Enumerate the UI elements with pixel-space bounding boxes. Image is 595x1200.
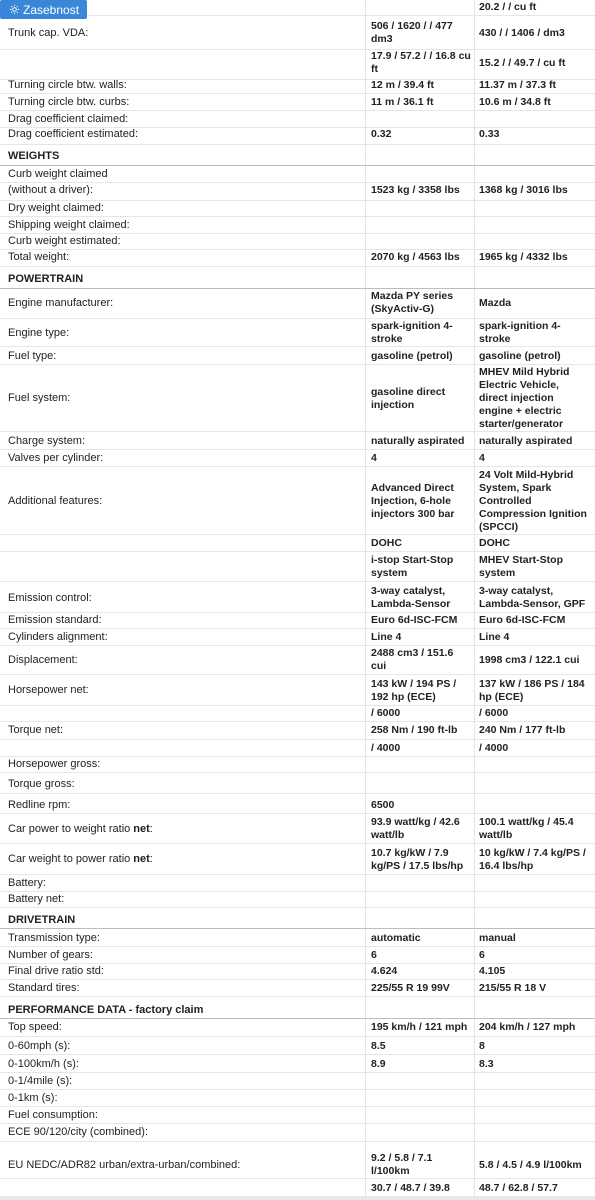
spec-row: [0, 366, 595, 432]
spec-label: Shipping weight claimed:: [8, 218, 130, 231]
spec-label: Valves per cylinder:: [8, 451, 104, 464]
spec-value-car-2: / 6000: [479, 707, 509, 719]
spec-row: [0, 930, 595, 947]
spec-value-car-2: [479, 1124, 589, 1141]
spec-value-car-1: spark-ignition 4-stroke: [371, 320, 453, 345]
spec-value-car-2: [479, 776, 589, 793]
spec-value-car-2: DOHC: [479, 537, 510, 549]
spec-row: [0, 348, 595, 365]
spec-label: Transmission type:: [8, 931, 100, 944]
spec-value-car-1: 30.7 / 48.7 / 39.8: [371, 1181, 450, 1194]
spec-label: Engine manufacturer:: [8, 296, 114, 309]
spec-label: Fuel system:: [8, 392, 71, 404]
spec-label-bold: net: [133, 853, 150, 865]
spec-row: [0, 776, 595, 794]
spec-row: [0, 1090, 595, 1107]
spec-label: [8, 706, 363, 721]
spec-row: [0, 584, 595, 613]
spec-value-car-2: MHEV Start-Stop system: [479, 553, 563, 579]
spec-value-car-1: 4: [371, 451, 377, 464]
section-title: PERFORMANCE DATA - factory claim: [8, 1003, 204, 1016]
spec-value-car-1: i-stop Start-Stop system: [371, 553, 454, 579]
spec-row: [0, 450, 595, 467]
spec-label: Trunk cap. VDA:: [8, 26, 89, 39]
spec-value-car-1: [371, 776, 471, 793]
spec-value-car-1: 0.32: [371, 128, 392, 140]
spec-row: [0, 1073, 595, 1090]
section-header-row: [0, 1002, 595, 1019]
spec-value-car-2: 3-way catalyst, Lambda-Sensor, GPF: [479, 585, 586, 610]
spec-label: [8, 740, 363, 756]
spec-value-car-2: 240 Nm / 177 ft-lb: [479, 724, 566, 736]
spec-label: 0-1/4mile (s):: [8, 1074, 73, 1087]
spec-label: Dry weight claimed:: [8, 201, 104, 214]
spec-value-car-1: [371, 1124, 471, 1141]
spec-label: EU NEDC/ADR82 urban/extra-urban/combined:: [8, 1158, 241, 1171]
spec-label: Charge system:: [8, 434, 86, 447]
spec-row: [0, 797, 595, 814]
spec-label: Total weight:: [8, 251, 70, 263]
spec-value-car-1: [371, 756, 471, 772]
spec-value-car-1: [371, 0, 471, 15]
spec-row: [0, 980, 595, 997]
spec-label: Drag coefficient estimated:: [8, 128, 139, 140]
spec-value-car-2: 100.1 watt/kg / 45.4 watt/lb: [479, 816, 574, 841]
spec-value-car-1: 8.9: [371, 1057, 386, 1070]
spec-value-car-2: 204 km/h / 127 mph: [479, 1020, 576, 1033]
spec-label: Engine type:: [8, 326, 70, 339]
spec-value-car-2: [479, 891, 589, 907]
spec-row: [0, 217, 595, 234]
spec-value-car-2: [479, 912, 589, 928]
spec-value-car-2: 1998 cm3 / 122.1 cui: [479, 653, 580, 666]
spec-value-car-2: 8: [479, 1039, 485, 1052]
spec-value-car-1: / 6000: [371, 707, 401, 719]
spec-value-car-2: 48.7 / 62.8 / 57.7: [479, 1181, 558, 1194]
spec-row: [0, 288, 595, 319]
spec-value-car-1: [371, 912, 471, 928]
spec-value-car-1: 12 m / 39.4 ft: [371, 78, 435, 91]
spec-value-car-1: [371, 271, 471, 288]
spec-label: Displacement:: [8, 653, 78, 666]
privacy-button-label: Zasebnost: [23, 2, 80, 17]
spec-value-car-1: [371, 1002, 471, 1018]
spec-value-car-1: 17.9 / 57.2 / / 16.8 cu ft: [371, 50, 471, 75]
spec-value-car-1: [371, 166, 471, 182]
spec-row: [0, 552, 595, 582]
spec-value-car-1: 6: [371, 948, 377, 961]
spec-value-car-2: 20.2 / / cu ft: [479, 1, 537, 13]
spec-value-car-2: Euro 6d-ISC-FCM: [479, 613, 566, 626]
spec-row: [0, 891, 595, 908]
spec-value-car-2: 15.2 / / 49.7 / cu ft: [479, 56, 566, 69]
spec-value-car-2: 215/55 R 18 V: [479, 981, 547, 994]
spec-row: [0, 77, 595, 94]
spec-value-car-1: 3-way catalyst, Lambda-Sensor: [371, 585, 451, 610]
section-title: POWERTRAIN: [8, 273, 84, 285]
spec-row: [0, 536, 595, 552]
spec-row: [0, 706, 595, 722]
spec-value-car-1: [371, 1107, 471, 1123]
section-title: DRIVETRAIN: [8, 913, 76, 926]
spec-value-car-2: [479, 1107, 589, 1123]
spec-value-car-2: 10 kg/kW / 7.4 kg/PS / 16.4 lbs/hp: [479, 846, 586, 872]
spec-label: Final drive ratio std:: [8, 964, 104, 977]
spec-row: [0, 1124, 595, 1142]
spec-row: [0, 845, 595, 875]
spec-value-car-1: / 4000: [371, 741, 401, 754]
spec-value-car-1: [371, 233, 471, 249]
spec-value-car-1: 10.7 kg/kW / 7.9 kg/PS / 17.5 lbs/hp: [371, 846, 464, 872]
spec-value-car-1: [371, 1090, 471, 1106]
spec-row: [0, 320, 595, 347]
spec-row: [0, 17, 595, 50]
section-title: WEIGHTS: [8, 150, 60, 162]
spec-value-car-1: gasoline (petrol): [371, 349, 453, 362]
spec-value-car-2: 4: [479, 451, 485, 464]
spec-row: [0, 249, 595, 267]
spec-value-car-1: [371, 217, 471, 233]
spec-row: [0, 646, 595, 675]
spec-row: [0, 125, 595, 145]
spec-value-car-1: Mazda PY series (SkyActiv-G): [371, 290, 454, 315]
spec-row: [0, 963, 595, 980]
spec-value-car-1: Line 4: [371, 630, 402, 643]
spec-label: Top speed:: [8, 1020, 62, 1033]
spec-value-car-1: [371, 875, 471, 891]
spec-value-car-2: 5.8 / 4.5 / 4.9 l/100km: [479, 1158, 582, 1171]
spec-label: [8, 845, 363, 874]
spec-value-car-2: [479, 756, 589, 772]
spec-value-car-2: [479, 271, 589, 288]
spec-value-car-1: 1523 kg / 3358 lbs: [371, 184, 460, 196]
spec-row: [0, 94, 595, 111]
section-header-row: [0, 912, 595, 929]
spec-value-car-2: [479, 797, 589, 813]
spec-label-text: Car weight to power ratio: [8, 853, 131, 865]
spec-label: Turning circle btw. walls:: [8, 78, 127, 91]
spec-value-car-2: 24 Volt Mild-Hybrid System, Spark Controlled Compression Ignition (SPCCI): [479, 468, 587, 533]
spec-value-car-2: 4.105: [479, 964, 506, 977]
spec-value-car-1: 258 Nm / 190 ft-lb: [371, 724, 458, 736]
spec-label: Horsepower gross:: [8, 757, 101, 770]
spec-value-car-2: [479, 1002, 589, 1018]
privacy-button[interactable]: [0, 0, 87, 19]
bottom-scroll-edge: [0, 1196, 595, 1200]
spec-label: Horsepower net:: [8, 684, 89, 696]
spec-value-car-1: [371, 200, 471, 216]
spec-row: [0, 1180, 595, 1197]
spec-row: [0, 676, 595, 706]
spec-value-car-1: 2488 cm3 / 151.6 cui: [371, 647, 454, 672]
spec-value-car-1: 506 / 1620 / / 477 dm3: [371, 20, 453, 45]
spec-label: Number of gears:: [8, 948, 93, 961]
spec-label: [8, 815, 363, 843]
spec-value-car-1: DOHC: [371, 537, 402, 549]
spec-value-car-1: [371, 1073, 471, 1089]
spec-label: Torque gross:: [8, 778, 75, 790]
spec-value-car-1: automatic: [371, 931, 421, 944]
spec-label: Curb weight estimated:: [8, 234, 121, 247]
section-header-row: [0, 271, 595, 289]
spec-row: [0, 47, 595, 80]
spec-row: [0, 433, 595, 450]
spec-row: [0, 1056, 595, 1073]
spec-label: [8, 536, 363, 551]
spec-row: [0, 629, 595, 646]
spec-value-car-1: gasoline direct injection: [371, 385, 446, 411]
spec-label: Turning circle btw. curbs:: [8, 95, 130, 108]
spec-label: Battery:: [8, 876, 46, 889]
spec-value-car-1: Advanced Direct Injection, 6-hole injectors 300 bar: [371, 481, 455, 520]
spec-row: [0, 612, 595, 629]
spec-row: [0, 947, 595, 964]
spec-label: (without a driver):: [8, 184, 93, 196]
spec-value-car-2: Line 4: [479, 630, 510, 643]
spec-label: Standard tires:: [8, 981, 80, 994]
spec-value-car-2: 430 / / 1406 / dm3: [479, 26, 565, 39]
spec-row: [0, 875, 595, 892]
spec-row: [0, 1107, 595, 1124]
spec-value-car-2: [479, 233, 589, 249]
gear-icon: [9, 4, 20, 15]
spec-value-car-2: [479, 148, 589, 165]
spec-label-bold: net: [133, 822, 150, 835]
spec-value-car-2: manual: [479, 931, 516, 944]
spec-row: [0, 740, 595, 757]
spec-value-car-1: 225/55 R 19 99V: [371, 981, 450, 994]
spec-label: Battery net:: [8, 892, 65, 905]
spec-value-car-2: / 4000: [479, 741, 509, 754]
spec-value-car-1: 195 km/h / 121 mph: [371, 1020, 468, 1033]
spec-value-car-2: 137 kW / 186 PS / 184 hp (ECE): [479, 677, 585, 703]
spec-value-car-2: spark-ignition 4-stroke: [479, 320, 561, 345]
spec-label: Torque net:: [8, 724, 64, 736]
spec-value-car-1: 8.5: [371, 1039, 386, 1052]
spec-value-car-1: Euro 6d-ISC-FCM: [371, 613, 458, 626]
spec-value-car-1: 6500: [371, 798, 395, 811]
spec-label: Emission standard:: [8, 613, 102, 626]
spec-label-end: :: [149, 822, 153, 835]
spec-value-car-2: 1368 kg / 3016 lbs: [479, 184, 568, 196]
spec-value-car-1: 4.624: [371, 964, 398, 977]
spec-row: [0, 181, 595, 201]
spec-row: [0, 468, 595, 535]
spec-value-car-2: MHEV Mild Hybrid Electric Vehicle, direct injection engine + electric starter/generator: [479, 366, 570, 430]
spec-label: Emission control:: [8, 591, 92, 604]
spec-row: [0, 0, 595, 16]
spec-value-car-2: 0.33: [479, 128, 500, 140]
spec-row: [0, 1038, 595, 1055]
spec-row: [0, 815, 595, 844]
spec-value-car-2: [479, 200, 589, 216]
spec-value-car-1: 143 kW / 194 PS / 192 hp (ECE): [371, 677, 457, 703]
spec-value-car-2: Mazda: [479, 296, 512, 309]
spec-row: [0, 1152, 595, 1179]
spec-value-car-2: [479, 217, 589, 233]
spec-value-car-1: 2070 kg / 4563 lbs: [371, 251, 460, 263]
spec-value-car-1: naturally aspirated: [371, 434, 465, 447]
spec-row: [0, 756, 595, 773]
spec-label: Redline rpm:: [8, 798, 71, 811]
spec-label: [8, 552, 363, 581]
spec-row: [0, 233, 595, 250]
spec-label: Curb weight claimed: [8, 167, 108, 180]
spec-value-car-2: [479, 875, 589, 891]
spec-value-car-2: 8.3: [479, 1057, 494, 1070]
spec-label: 0-60mph (s):: [8, 1039, 71, 1052]
spec-value-car-2: [479, 1090, 589, 1106]
spec-value-car-2: 6: [479, 948, 485, 961]
spec-label: Drag coefficient claimed:: [8, 112, 129, 125]
spec-value-car-2: [479, 1073, 589, 1089]
spec-row: [0, 200, 595, 217]
spec-label: Cylinders alignment:: [8, 630, 108, 643]
spec-value-car-2: 1965 kg / 4332 lbs: [479, 251, 568, 263]
spec-value-car-1: 11 m / 36.1 ft: [371, 95, 434, 108]
spec-label-end: :: [149, 853, 153, 865]
spec-label: [8, 47, 363, 79]
spec-value-car-1: [371, 891, 471, 907]
spec-value-car-2: [479, 166, 589, 182]
spec-label: ECE 90/120/city (combined):: [8, 1126, 149, 1138]
section-header-row: [0, 148, 595, 166]
spec-label: Fuel consumption:: [8, 1108, 98, 1121]
spec-label: Fuel type:: [8, 349, 57, 362]
spec-label-text: Car power to weight ratio: [8, 822, 131, 835]
spec-row: [0, 722, 595, 740]
spec-value-car-2: naturally aspirated: [479, 434, 573, 447]
spec-value-car-2: 10.6 m / 34.8 ft: [479, 95, 551, 108]
spec-label: 0-100km/h (s):: [8, 1057, 79, 1070]
spec-label: [8, 1180, 363, 1196]
spec-value-car-1: 93.9 watt/kg / 42.6 watt/lb: [371, 816, 460, 841]
spec-value-car-2: 11.37 m / 37.3 ft: [479, 78, 557, 91]
spec-value-car-2: gasoline (petrol): [479, 349, 561, 362]
spec-row: [0, 1018, 595, 1037]
spec-label: 0-1km (s):: [8, 1091, 58, 1104]
spec-value-car-1: 9.2 / 5.8 / 7.1 l/100km: [371, 1152, 433, 1177]
spec-value-car-1: [371, 148, 471, 165]
spec-label: Additional features:: [8, 494, 103, 507]
